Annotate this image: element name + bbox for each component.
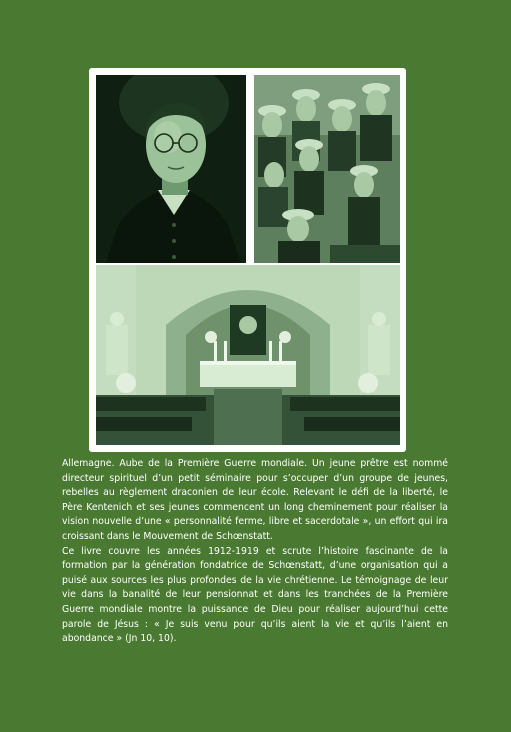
chapel-interior-photo xyxy=(96,265,400,445)
back-cover-text xyxy=(62,457,448,647)
paragraph-intro: Allemagne. Aube de la Première Guerre mondiale. Un jeune prêtre est nommé directeur spirituel d’un petit séminaire pour s’occuper d’un groupe de jeunes, rebelles au règlement draconien de leur école. Relevant le défi de la liberté, le Père Kentenich et ses jeunes commencent un long cheminement pour réaliser la vision nouvelle d’une « personnalité ferme, libre et sacerdotale », un effort qui ira croissant dans le Mouvement de Schœnstatt. xyxy=(62,458,448,542)
group-photo xyxy=(254,75,400,263)
photo-collage xyxy=(89,68,406,452)
paragraph-summary: Ce livre couvre les années 1912-1919 et scrute l’histoire fascinante de la formation par la génération fondatrice de Schœnstatt, d’une organisation qui a puisé aux sources les plus profondes de la vie chrétienne. Le témoignage de leur vie dans la banalité de leur pensionnat et dans les tranchées de la Première Guerre mondiale montre la puissance de Dieu pour réaliser aujourd’hui cette parole de Jésus : « Je suis venu pour qu’ils aient la vie et qu’ils l’aient en abondance » (Jn 10, 10). xyxy=(62,545,448,645)
portrait-photo xyxy=(96,75,246,263)
